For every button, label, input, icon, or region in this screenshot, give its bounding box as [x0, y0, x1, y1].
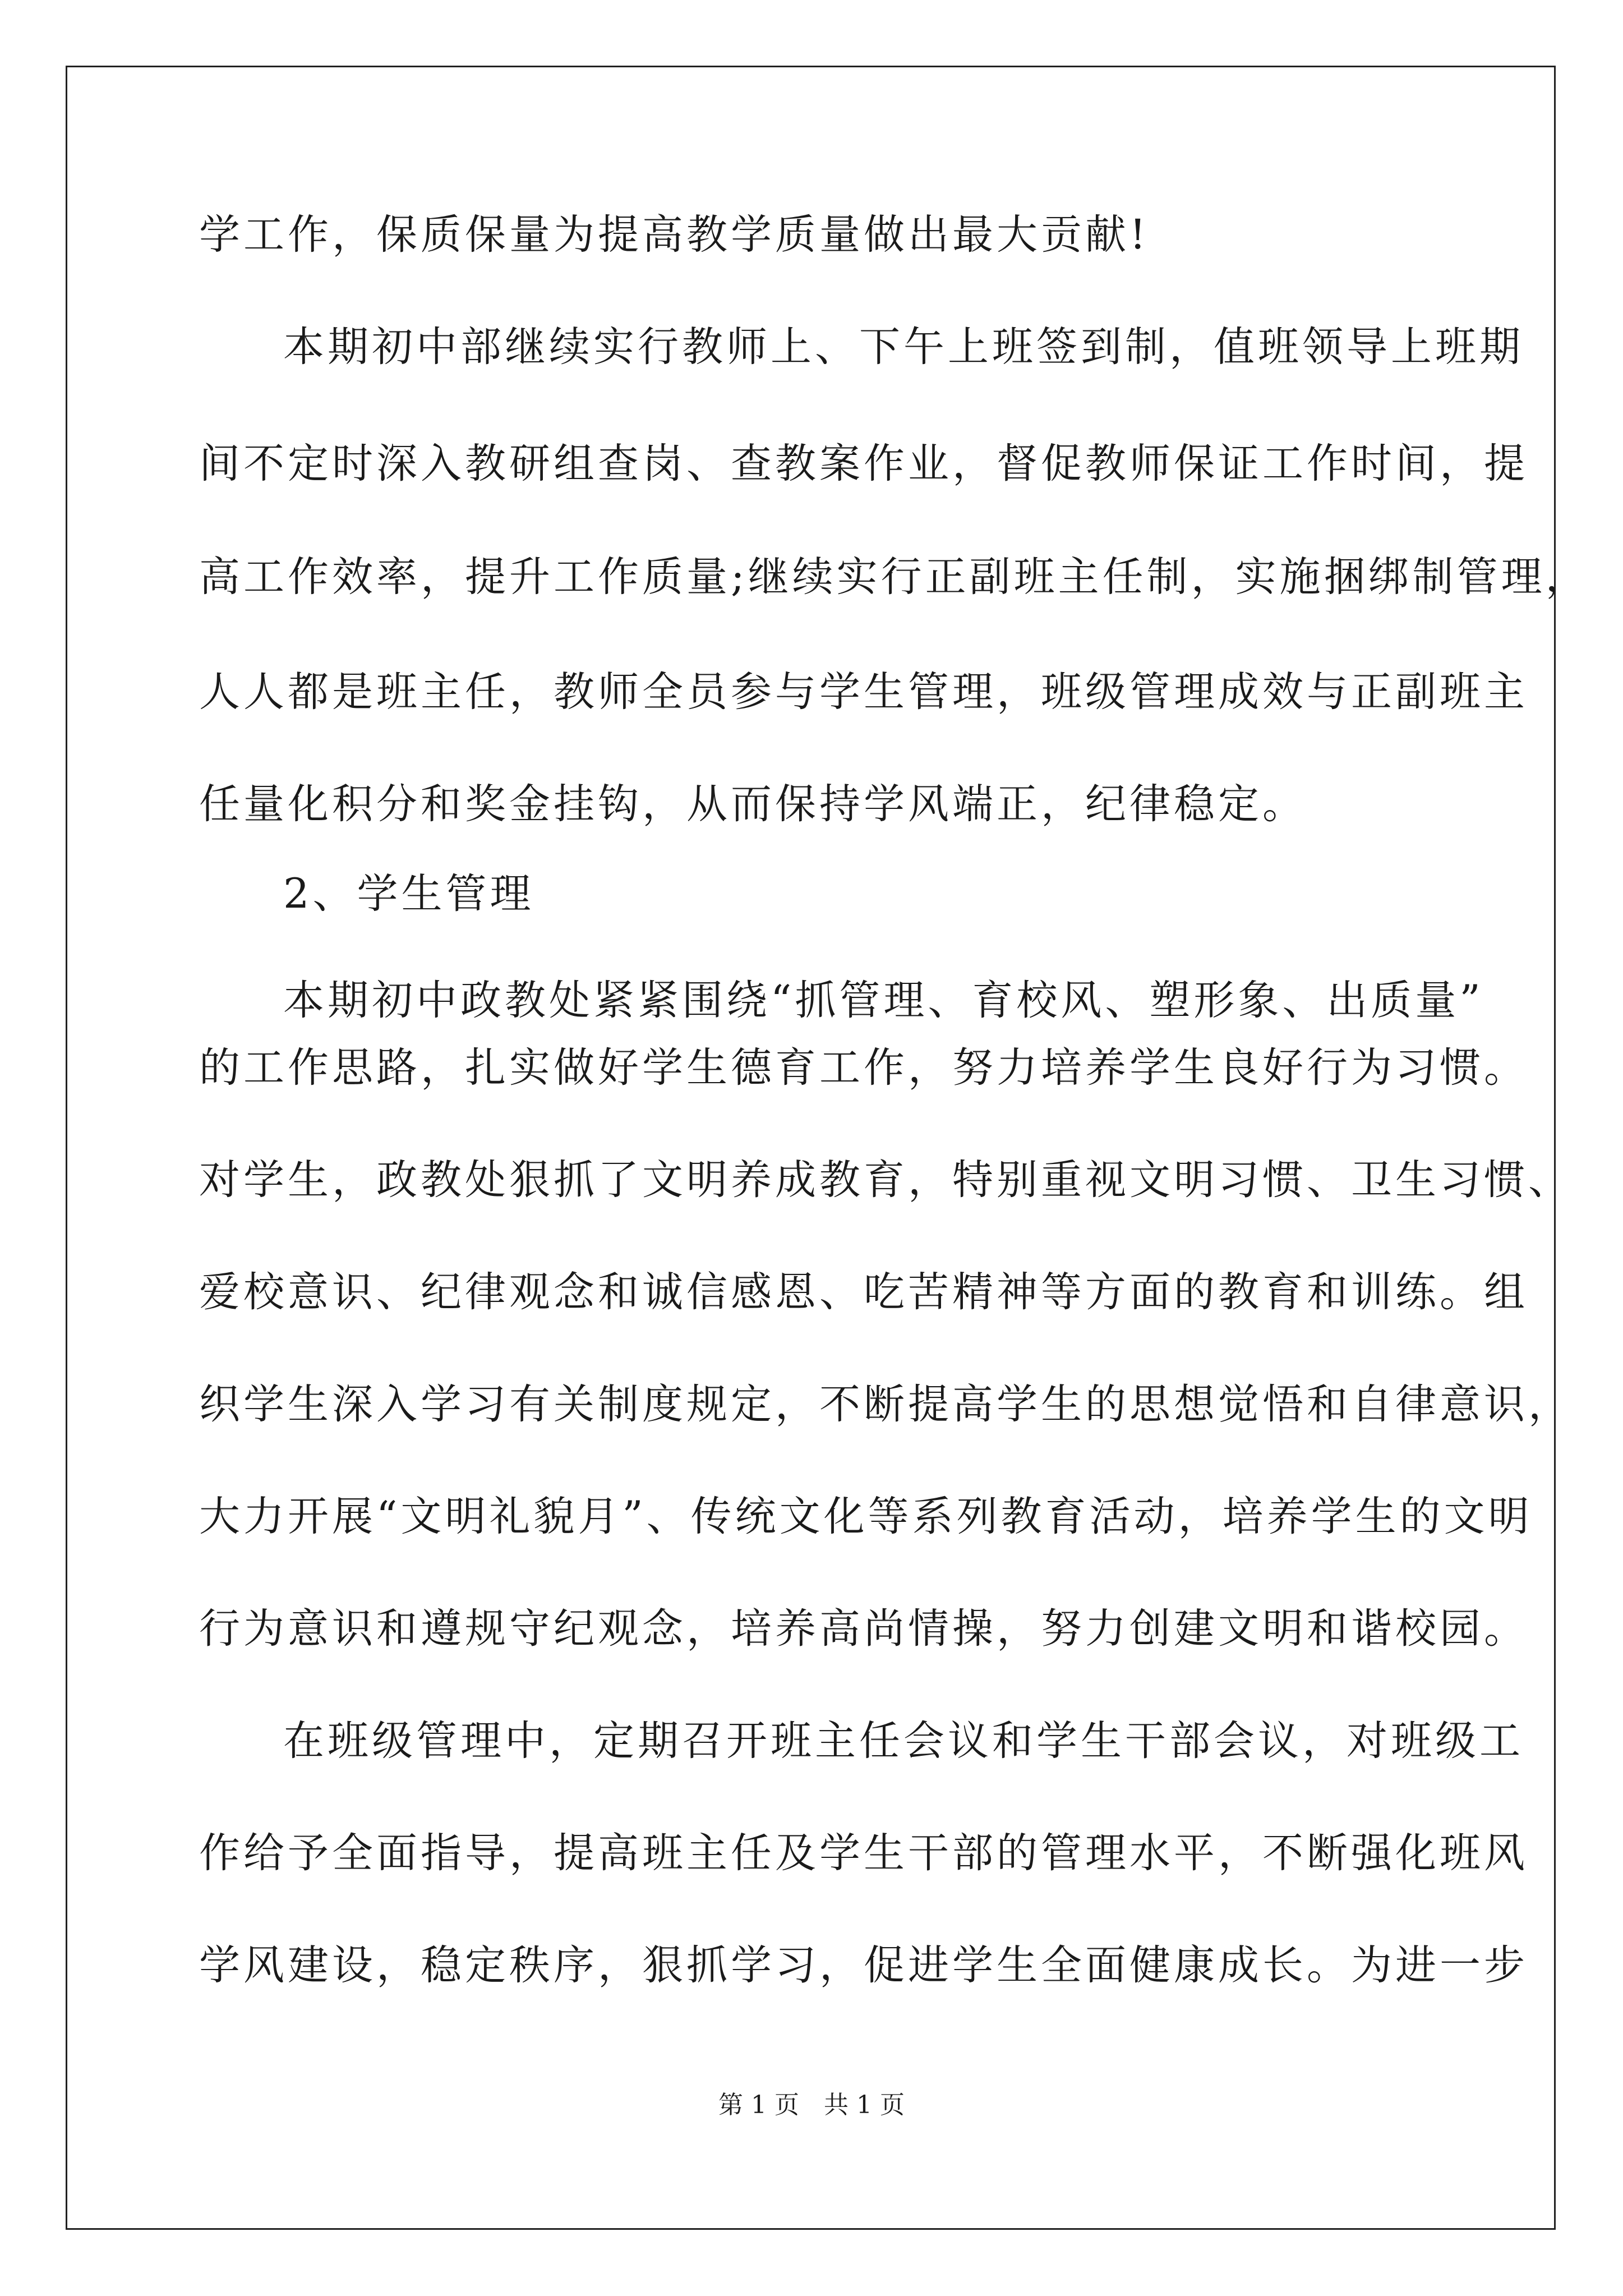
text-line: 本期初中部继续实行教师上、下午上班签到制，值班领导上班期	[283, 323, 1524, 371]
text-line: 学风建设，稳定秩序，狠抓学习，促进学生全面健康成长。为进一步	[199, 1941, 1528, 1989]
page-border	[66, 66, 1556, 2230]
page-number: 第 1 页 共 1 页	[718, 2091, 905, 2119]
section-heading: 2、学生管理	[283, 870, 534, 918]
text-line: 对学生，政教处狠抓了文明养成教育，特别重视文明习惯、卫生习惯、	[199, 1156, 1573, 1204]
text-line: 高工作效率，提升工作质量;继续实行正副班主任制，实施捆绑制管理，	[199, 553, 1590, 601]
text-line: 人人都是班主任，教师全员参与学生管理，班级管理成效与正副班主	[199, 668, 1528, 716]
text-line: 作给予全面指导，提高班主任及学生干部的管理水平，不断强化班风	[199, 1829, 1528, 1877]
text-line: 爱校意识、纪律观念和诚信感恩、吃苦精神等方面的教育和训练。组	[199, 1268, 1528, 1316]
text-line: 本期初中政教处紧紧围绕“抓管理、育校风、塑形象、出质量”	[283, 977, 1484, 1024]
text-line: 任量化积分和奖金挂钩，从而保持学风端正，纪律稳定。	[199, 780, 1307, 828]
text-line: 的工作思路，扎实做好学生德育工作，努力培养学生良好行为习惯。	[199, 1044, 1528, 1092]
text-line: 在班级管理中，定期召开班主任会议和学生干部会议，对班级工	[283, 1717, 1524, 1765]
text-line: 织学生深入学习有关制度规定，不断提高学生的思想觉悟和自律意识，	[199, 1381, 1573, 1428]
text-line: 间不定时深入教研组查岗、查教案作业，督促教师保证工作时间，提	[199, 440, 1528, 487]
text-line: 大力开展“文明礼貌月”、传统文化等系列教育活动，培养学生的文明	[199, 1493, 1533, 1540]
text-line: 行为意识和遵规守纪观念，培养高尚情操，努力创建文明和谐校园。	[199, 1605, 1528, 1653]
text-line: 学工作，保质保量为提高教学质量做出最大贡献!	[199, 211, 1150, 259]
